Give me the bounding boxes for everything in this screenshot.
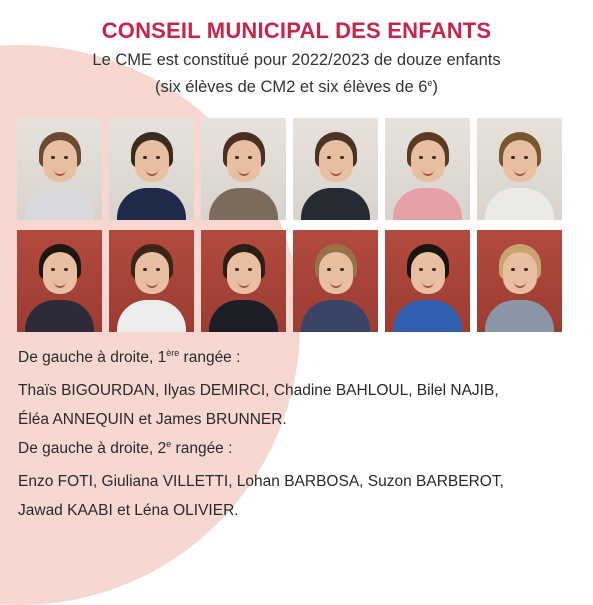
subtitle-superscript: e [427, 78, 433, 88]
caption-row-1-intro-text: De gauche à droite, 1 [18, 349, 167, 366]
photo-row-2 [17, 230, 562, 332]
child-photo [201, 230, 286, 332]
child-photo [293, 118, 378, 220]
child-photo [477, 230, 562, 332]
caption-row-2-intro [18, 440, 232, 458]
caption-row-1-superscript: ère [166, 348, 180, 358]
child-photo [109, 230, 194, 332]
photo-row-1 [17, 118, 562, 220]
child-photo [201, 118, 286, 220]
caption-row-2-intro-text: De gauche à droite, 2 [18, 440, 167, 457]
page-title: CONSEIL MUNICIPAL DES ENFANTS [101, 18, 492, 43]
caption-row-2-names-line-1: Enzo FOTI, Giuliana VILLETTI, Lohan BARBOSA, Suzon BARBEROT, [18, 473, 504, 490]
subtitle-line-2-text: (six élèves de CM2 et six élèves de 6 [155, 78, 428, 96]
child-photo [293, 230, 378, 332]
child-photo [109, 118, 194, 220]
subtitle-line-2-close: ) [432, 78, 438, 96]
child-photo [477, 118, 562, 220]
caption-row-2-superscript: e [166, 439, 172, 449]
caption-row-1-names-line-2: Éléa ANNEQUIN et James BRUNNER. [18, 411, 287, 428]
caption-row-2-intro-end: rangée : [171, 440, 233, 457]
caption-row-1-intro [18, 349, 240, 367]
caption-row-2-names-line-2: Jawad KAABI et Léna OLIVIER. [18, 502, 239, 519]
child-photo [17, 118, 102, 220]
subtitle-line-1: Le CME est constitué pour 2022/2023 de douze enfants [92, 51, 501, 69]
caption-row-1-intro-end: rangée : [179, 349, 241, 366]
subtitle-line-2 [0, 78, 593, 97]
child-photo [385, 118, 470, 220]
caption-row-1-names-line-1: Thaïs BIGOURDAN, Ilyas DEMIRCI, Chadine BAHLOUL, Bilel NAJIB, [18, 382, 499, 399]
child-photo [385, 230, 470, 332]
child-photo [17, 230, 102, 332]
